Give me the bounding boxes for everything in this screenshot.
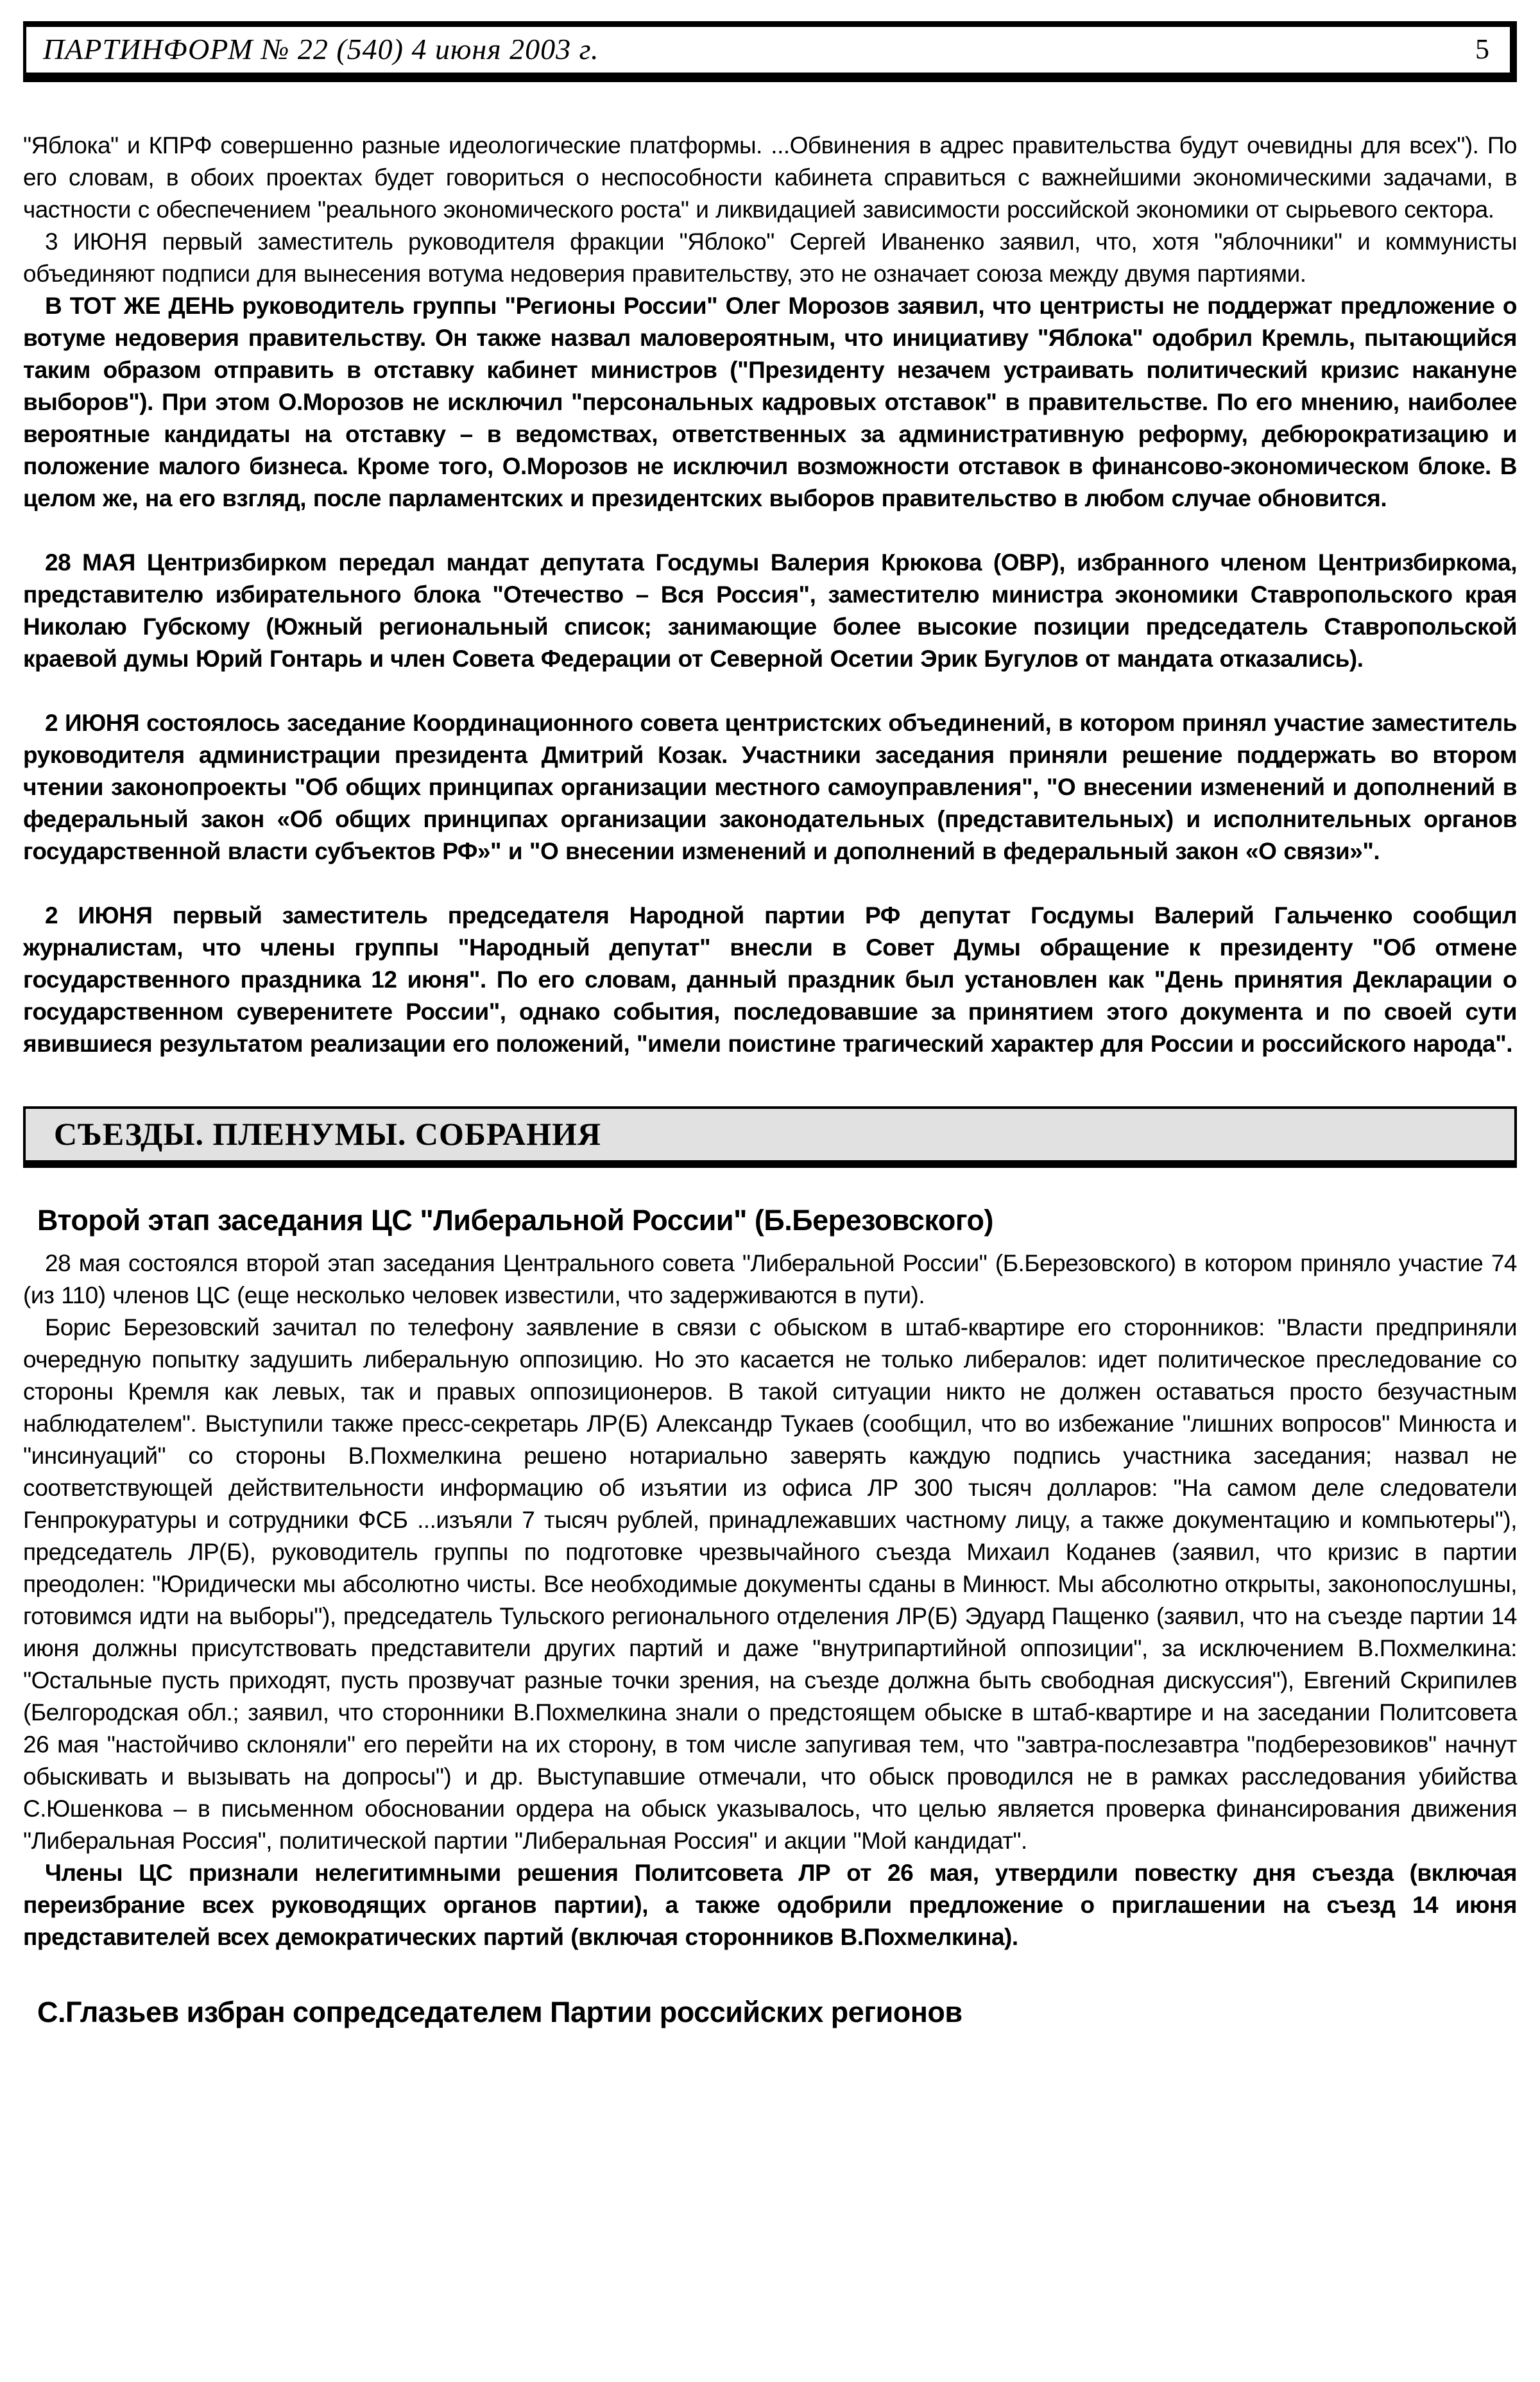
article-title: Второй этап заседания ЦС "Либеральной России" (Б.Березовского) — [37, 1204, 993, 1237]
article-glazyev — [23, 1994, 1517, 2030]
news-paragraph: 2 ИЮНЯ первый заместитель председателя Народной партии РФ депутат Госдумы Валерий Гальченко сообщил журналистам, что члены группы "Народный депутат" внесли в Совет Думы обращение к президенту "Об отмене государственного праздника 12 июня". По его словам, данный праздник был установлен как "День принятия Декларации о государственном суверенитете России", однако события, последовавшие за принятием этого документа и по своей сути явившиеся результатом реализации его положений, "имели поистине трагический характер для России и российского народа". — [23, 902, 1517, 1057]
section-banner — [23, 1106, 1517, 1168]
news-paragraph: 28 МАЯ Центризбирком передал мандат депутата Госдумы Валерия Крюкова (ОВР), избранного членом Центризбиркома, представителю избирательного блока "Отечество – Вся Россия", заместителю министра экономики Ставропольского края Николаю Губскому (Южный региональный список; занимающие более высокие позиции председатель Ставропольской краевой думы Юрий Гонтарь и член Совета Федерации от Северной Осетии Эрик Бугулов от мандата отказались). — [23, 549, 1517, 672]
newsletter-header — [23, 21, 1517, 82]
news-paragraph: В ТОТ ЖЕ ДЕНЬ руководитель группы "Регионы России" Олег Морозов заявил, что центристы не поддержат предложение о вотуме недоверия правительству. Он также назвал маловероятным, что инициативу "Яблока" одобрил Кремль, пытающийся таким образом отправить в отставку кабинет министров ("Президенту незачем устраивать политический кризис накануне выборов"). При этом О.Морозов не исключил "персональных кадровых отставок" в правительстве. По его мнению, наиболее вероятные кандидаты на отставку – в ведомствах, ответственных за административную реформу, дебюрократизацию и положение малого бизнеса. Кроме того, О.Морозов не исключил возможности отставок в финансово-экономическом блоке. В целом же, на его взгляд, после парламентских и президентских выборов правительство в любом случае обновится. — [23, 293, 1517, 511]
article-paragraph: Борис Березовский зачитал по телефону заявление в связи с обыском в штаб-квартире его сторонников: "Власти предприняли очередную попытку задушить либеральную оппозицию. Но это касается не только либералов: идет политическое преследование со стороны Кремля как левых, так и правых оппозиционеров. В такой ситуации никто не должен оставаться просто безучастным наблюдателем". Выступили также пресс-секретарь ЛР(Б) Александр Тукаев (сообщил, что во избежание "лишних вопросов" Минюста и "инсинуаций" со стороны В.Похмелкина решено нотариально заверять каждую подпись участника заседания; назвал не соответствующей действительности информацию об изъятии из офиса ЛР 300 тысяч долларов: "На самом деле следователи Генпрокуратуры и сотрудники ФСБ ...изъяли 7 тысяч рублей, принадлежавших частному лицу, а также документацию и компьютеры"), председатель ЛР(Б), руководитель группы по подготовке чрезвычайного съезда Михаил Коданев (заявил, что кризис в партии преодолен: "Юридически мы абсолютно чисты. Все необходимые документы сданы в Минюст. Мы абсолютно открыты, законопослушны, готовимся идти на выборы"), председатель Тульского регионального отделения ЛР(Б) Эдуард Пащенко (заявил, что на съезде партии 14 июня должны присутствовать представители других партий и даже "внутрипартийной оппозиции", за исключением В.Похмелкина: "Остальные пусть приходят, пусть прозвучат разные точки зрения, на съезде должна быть свободная дискуссия"), Евгений Скрипилев (Белгородская обл.; заявил, что сторонники В.Похмелкина знали о предстоящем обыске в штаб-квартире и на заседании Политсовета 26 мая "настойчиво склоняли" его перейти на их сторону, в том числе запугивая тем, что "завтра-послезавтра "подберезовиков" начнут обыскивать и вызывать на допросы") и др. Выступавшие отмечали, что обыск проводился не в рамках расследования убийства С.Юшенкова – в письменном обосновании ордера на обыск указывалось, что целью является проверка финансирования движения "Либеральная Россия", политической партии "Либеральная Россия" и акции "Мой кандидат". — [23, 1314, 1517, 1854]
news-paragraph: 3 ИЮНЯ первый заместитель руководителя фракции "Яблоко" Сергей Иваненко заявил, что, хотя "яблочники" и коммунисты объединяют подписи для вынесения вотума недоверия правительству, это не означает союза между двумя партиями. — [23, 228, 1517, 287]
newsletter-title: ПАРТИНФОРМ № 22 (540) 4 июня 2003 г. — [43, 33, 599, 65]
news-paragraph: "Яблока" и КПРФ совершенно разные идеологические платформы. ...Обвинения в адрес правительства будут очевидны для всех"). По его словам, в обоих проектах будет говориться о неспособности кабинета справиться с важнейшими экономическими задачами, в частности с обеспечением "реального экономического роста" и ликвидацией зависимости российской экономики от сырьевого сектора. — [23, 132, 1517, 223]
article-title: С.Глазьев избран сопредседателем Партии российских регионов — [37, 1996, 963, 2028]
news-digest-section — [23, 130, 1517, 1060]
section-banner-title: СЪЕЗДЫ. ПЛЕНУМЫ. СОБРАНИЯ — [54, 1116, 602, 1152]
article-liberal-russia — [23, 1203, 1517, 1953]
page-number: 5 — [1475, 33, 1489, 65]
article-paragraph: Члены ЦС признали нелегитимными решения Политсовета ЛР от 26 мая, утвердили повестку дня съезда (включая переизбрание всех руководящих органов партии), а также одобрили предложение о приглашении на съезд 14 июня представителей всех демократических партий (включая сторонников В.Похмелкина). — [23, 1860, 1517, 1950]
news-paragraph: 2 ИЮНЯ состоялось заседание Координационного совета центристских объединений, в котором принял участие заместитель руководителя администрации президента Дмитрий Козак. Участники заседания приняли решение поддержать во втором чтении законопроекты "Об общих принципах организации местного самоуправления", "О внесении изменений и дополнений в федеральный закон «Об общих принципах организации законодательных (представительных) и исполнительных органов государственной власти субъектов РФ»" и "О внесении изменений и дополнений в федеральный закон «О связи»". — [23, 710, 1517, 864]
article-paragraph: 28 мая состоялся второй этап заседания Центрального совета "Либеральной России" (Б.Березовского) в котором приняло участие 74 (из 110) членов ЦС (еще несколько человек известили, что задерживаются в пути). — [23, 1250, 1517, 1308]
